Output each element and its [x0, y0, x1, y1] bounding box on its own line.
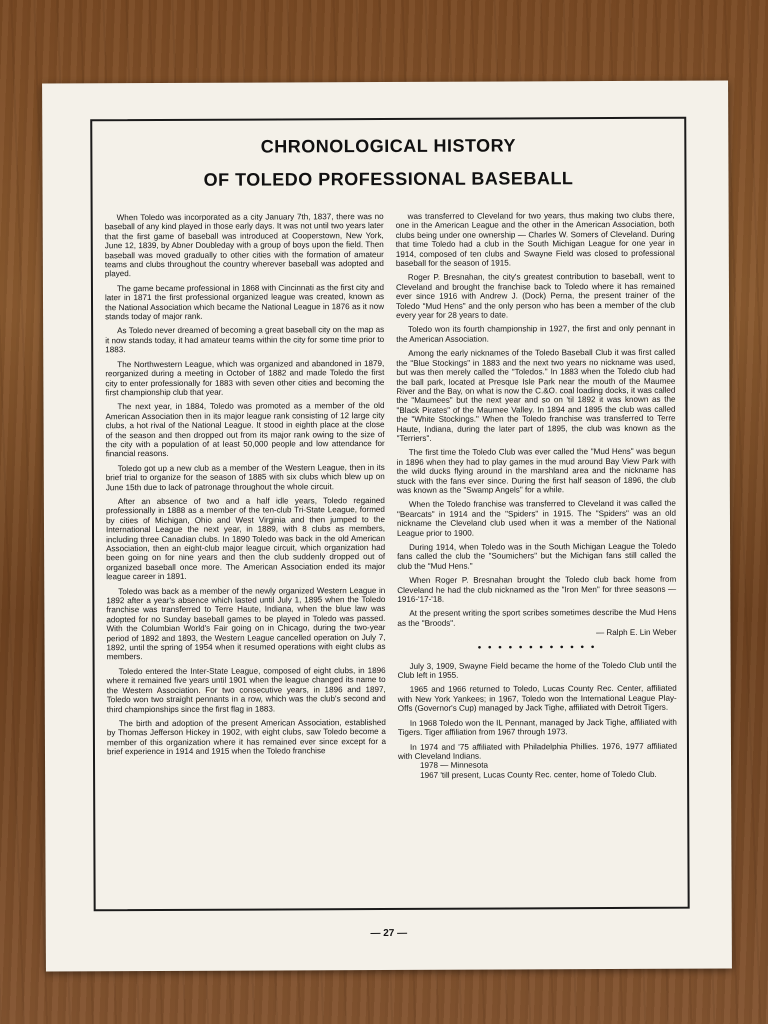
paragraph: At the present writing the sport scribes sometimes describe the Mud Hens as the "Broods". [397, 608, 677, 628]
paragraph: When Roger P. Bresnahan brought the Toledo club back home from Cleveland he had the club nicknamed as the "Iron Men" for three seasons — 1916-'17-'18. [397, 574, 677, 604]
article-columns [105, 211, 678, 903]
title-line-1: CHRONOLOGICAL HISTORY [260, 135, 516, 157]
paragraph: The first time the Toledo Club was ever called the "Mud Hens" was begun in 1896 when they had to play games in the mud around Bay View Park with the wild ducks flying around in the marshland area and the nickname has stuck with the fans ever since. During the first half season of 1896, the club was known as the "Swamp Angels" for a while. [396, 447, 676, 495]
separator-dots: • • • • • • • • • • • • [477, 641, 597, 654]
paragraph: 1965 and 1966 returned to Toledo, Lucas County Rec. Center, affiliated with New York Yankees; in 1967, Toledo won the International League Play-Offs (Governor's Cup) managed by Jack Tighe, affiliated with Detroit Tigers. [397, 684, 677, 714]
left-column [105, 212, 387, 903]
paragraph: Toledo won its fourth championship in 1927, the first and only pennant in the American Association. [396, 324, 676, 344]
paragraph: 1967 'till present, Lucas County Rec. center, home of Toledo Club. [420, 769, 657, 780]
paragraph: Among the early nicknames of the Toledo Baseball Club it was first called the "Blue Stockings" in 1883 and the next two years no nickname was used, but was then merely called the "Toledos." In 1883 when the Toledo club had the ball park, located at Presque Isle Park near the mouth of the Maumee River and the Bay, on what is now the C.&O. coal loading docks, it was called the "Maumees" but the next year and so on 'til 1892 it was known as the "Black Pirates" of the Maumee Valley. In 1894 and 1895 the club was called the "White Stockings." When the Toledo franchise was transferred to Terre Haute, Indiana, during the later part of 1895, the club was known as the "Terriers". [396, 348, 676, 443]
paragraph: Toledo entered the Inter-State League, composed of eight clubs, in 1896 where it remained five years until 1901 when the league changed its name to the Western Association. For two consecutive years, in 1896 and 1897, Toledo won two straight pennants in a row, which was the club's second and third championships since the first flag in 1883. [106, 665, 386, 714]
paragraph: In 1968 Toledo won the IL Pennant, managed by Jack Tighe, affiliated with Tigers. Tiger affiliation from 1967 through 1973. [397, 717, 677, 738]
paragraph: Roger P. Bresnahan, the city's greatest contribution to baseball, went to Cleveland and brought the franchise back to Toledo where it has remained ever since 1916 with Andrew J. (Dock) Perna, the present trainer of the Toledo "Mud Hens" and the only person who has been a member of the club every year for 28 years to date. [395, 272, 676, 321]
right-column [396, 211, 678, 902]
paragraph: 1978 — Minnesota [420, 760, 489, 771]
paragraph: As Toledo never dreamed of becoming a great baseball city on the map as it now stands today, it had amateur teams within the city for some time prior to 1883. [105, 325, 385, 355]
paragraph: The birth and adoption of the present American Association, established by Thomas Jefferson Hickey in 1902, with eight clubs, saw Toledo become a member of this organization where it has remained ever since except for a brief experience in 1914 and 1915 when the Toledo franchise [106, 717, 386, 757]
paragraph: Toledo was back as a member of the newly organized Western League in 1892 after a year's absence which lasted until July 1, 1895 when the Toledo franchise was transferred to Terre Haute, Indiana, when the blue law was adopted for no Sunday baseball games to be played in Toledo was passed. With the Columbian World's Fair going on in Chicago, during the two-year period of 1892 and 1893, the Western League cancelled operation on July 7, 1892, until the spring of 1954 when it resumed operations with eight clubs as members. [106, 585, 386, 662]
paragraph: Toledo got up a new club as a member of the Western League, then in its brief trial to organize for the season of 1885 with six clubs which blew up on June 15th due to lack of patronage throughout the whole circuit. [105, 462, 385, 492]
paragraph: The next year, in 1884, Toledo was promoted as a member of the old American Association then in its major league rank consisting of 12 large city clubs, a hot rival of the National League. It stood in eighth place at the close of the season and then dropped out from its major rank owing to the size of the city with a population of at least 50,000 people and low attendance for financial reasons. [105, 401, 385, 459]
author-signature: — Ralph E. Lin Weber [596, 627, 677, 638]
paragraph: After an absence of two and a half idle years, Toledo regained professionally in 1888 as a member of the ten-club Tri-State League, formed by cities of Michigan, Ohio and West Virginia and then jumped to the International League the next year, in 1889, with 8 clubs as members, including three Canadian clubs. In 1890 Toledo was back in the old American Association, then an eight-club major league circuit, which organization had been going on for nine years and then the club suddenly dropped out of organized baseball once more. The American Association ended its major league career in 1891. [105, 495, 386, 582]
paragraph: During 1914, when Toledo was in the South Michigan League the Toledo fans called the club the "Soumichers" but the Michigan fans still called the club the "Mud Hens." [397, 541, 677, 571]
newspaper-page [42, 81, 732, 972]
page-number: — 27 — [370, 927, 408, 940]
paragraph: The Northwestern League, which was organized and abandoned in 1879, reorganized during a meeting in October of 1882 and made Toledo the first city to enter professionally for 1883 with seven other cities and becoming the first championship club that year. [105, 358, 385, 398]
paragraph: When Toledo was incorporated as a city January 7th, 1837, there was no baseball of any kind played in those early days. It was not until two years later that the first game of baseball was introduced at Cooperstown, New York, June 12, 1839, by Abner Doubleday with a group of boys upon the field. Then baseball was moved gradually to other cities with the formation of amateur teams and clubs throughout the country wherever baseball was adopted and played. [104, 212, 384, 279]
paragraph: When the Toledo franchise was transferred to Cleveland it was called the "Bearcats" in 1914 and the "Spiders" in 1915. The "Spiders" was an old nickname the Cleveland club used when it was a member of the National League prior to 1900. [396, 499, 677, 538]
paragraph: was transferred to Cleveland for two years, thus making two clubs there, one in the American League and the other in the American Association, both clubs being under one ownership — Charles W. Somers of Cleveland. During that time Toledo had a club in the South Michigan League for one year in 1914, composed of ten clubs and Swayne Field was closed to professional baseball for the season of 1915. [395, 210, 675, 268]
paragraph: In 1974 and '75 affiliated with Philadelphia Phillies. 1976, 1977 affiliated with Cleveland Indians. [397, 741, 677, 761]
title-line-2: OF TOLEDO PROFESSIONAL BASEBALL [203, 168, 574, 190]
paragraph: The game became professional in 1868 with Cincinnati as the first city and later in 1871 the first professional organized league was created, known as the National Association which became the National League in 1876 as it now stands today of major rank. [104, 282, 385, 322]
paragraph: July 3, 1909, Swayne Field became the home of the Toledo Club until the Club left in 1955. [397, 660, 677, 681]
article-frame [90, 117, 689, 912]
